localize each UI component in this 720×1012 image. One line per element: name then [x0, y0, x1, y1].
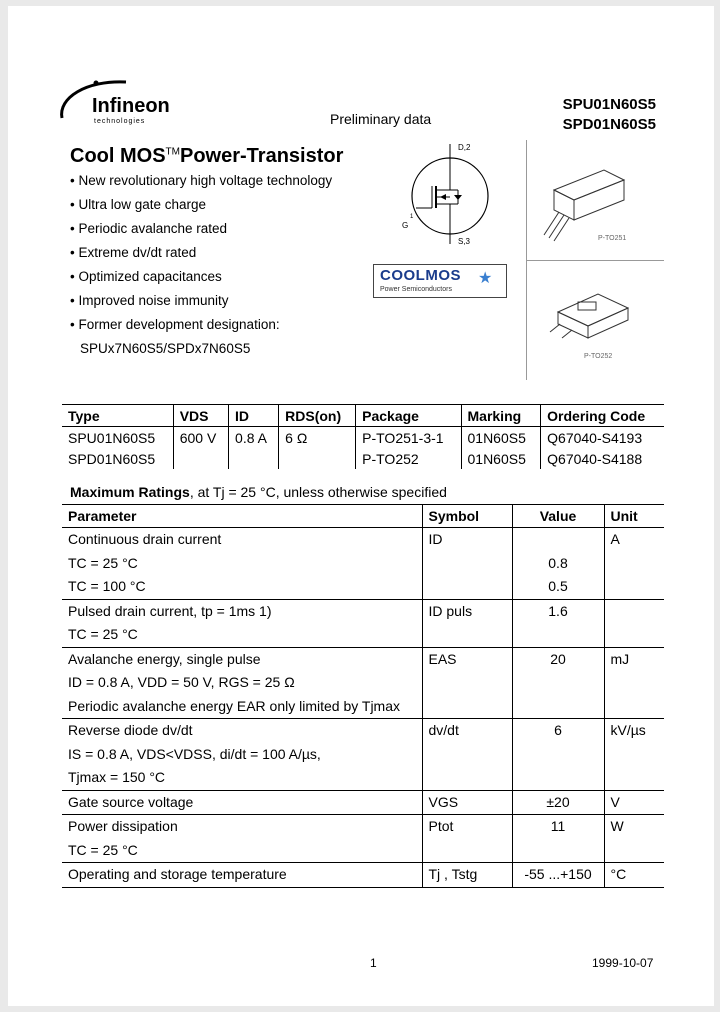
parameter-cell-line: Operating and storage temperature	[68, 866, 287, 882]
svg-text:P-TO252: P-TO252	[584, 353, 613, 360]
parameter-cell-line: Periodic avalanche energy EAR only limited by Tjmax	[68, 697, 401, 714]
gate-label: G	[402, 221, 409, 230]
unit-cell-line	[611, 600, 659, 624]
parameter-cell	[62, 647, 422, 719]
parameter-cell-line: TC = 100 °C	[68, 578, 146, 594]
value-cell-line: 6	[554, 722, 562, 738]
value-cell	[512, 815, 604, 863]
feature-list	[70, 169, 332, 361]
symbol-cell	[422, 599, 512, 647]
parameter-cell-line: Power dissipation	[68, 818, 178, 834]
value-cell	[512, 790, 604, 815]
parameter-cell	[62, 815, 422, 863]
symbol-cell	[422, 647, 512, 719]
page-number: 1	[370, 956, 377, 970]
value-cell	[512, 599, 604, 647]
page-title: Cool MOS™Power-Transistor	[70, 145, 344, 167]
col-vds: VDS	[173, 405, 228, 427]
col-type: Type	[62, 405, 173, 427]
symbol-cell-line: ID puls	[428, 602, 473, 619]
table-row	[62, 599, 664, 647]
parameter-cell	[62, 528, 422, 600]
col-unit: Unit	[604, 505, 664, 528]
table-row	[62, 790, 664, 815]
table-row: SPD01N60S5 P-TO252 01N60S5 Q67040-S4188	[62, 448, 664, 469]
value-cell-line: 1.6	[548, 602, 568, 619]
unit-cell-line: V	[610, 793, 620, 810]
logo-text: Infineon	[92, 95, 170, 117]
unit-cell-line: kV/µs	[610, 722, 646, 738]
unit-cell	[604, 863, 664, 888]
drain-label: D,2	[458, 143, 471, 152]
unit-cell	[604, 599, 664, 647]
unit-cell-line: mJ	[610, 650, 630, 667]
symbol-cell-line: dv/dt	[428, 722, 459, 738]
list-item: • Optimized capacitances	[70, 269, 222, 284]
parameter-cell	[62, 599, 422, 647]
table-row	[62, 719, 664, 791]
symbol-cell	[422, 790, 512, 815]
value-cell-line: 0.5	[548, 578, 568, 594]
preliminary-label: Preliminary data	[330, 111, 432, 127]
parameter-cell-line: TC = 25 °C	[68, 841, 138, 858]
parameter-cell-line: TC = 25 °C	[68, 626, 138, 642]
parameter-cell-line: ID = 0.8 A, VDD = 50 V, RGS = 25 Ω	[68, 674, 295, 690]
value-cell-line	[519, 839, 598, 863]
value-cell	[512, 528, 604, 600]
unit-cell	[604, 790, 664, 815]
unit-cell	[604, 815, 664, 863]
symbol-cell-line: VGS	[428, 793, 459, 810]
value-cell-line: 11	[550, 818, 566, 834]
unit-cell	[604, 719, 664, 791]
value-cell-line	[519, 671, 598, 695]
col-symbol: Symbol	[422, 505, 512, 528]
symbol-cell-line: ID	[428, 531, 443, 547]
value-cell-line: -55 ...+150	[524, 866, 592, 882]
table-row	[62, 528, 664, 600]
col-id: ID	[229, 405, 279, 427]
value-cell-line	[519, 766, 598, 790]
value-cell	[512, 719, 604, 791]
parameter-cell-line: Gate source voltage	[68, 793, 194, 810]
table-row	[62, 863, 664, 888]
document-date: 1999-10-07	[592, 956, 654, 970]
table-row: SPU01N60S5 600 V 0.8 A 6 Ω P-TO251-3-1 01N60S5 Q67040-S4193	[62, 427, 664, 449]
parameter-cell-line: Reverse diode dv/dt	[68, 722, 193, 738]
package-image-to251	[534, 160, 644, 255]
symbol-cell-line: EAS	[428, 650, 457, 667]
value-cell-line: 20	[550, 650, 566, 667]
package-image-to252	[538, 282, 648, 377]
symbol-cell	[422, 528, 512, 600]
symbol-cell-line: Tj , Tstg	[428, 866, 478, 882]
value-cell	[512, 863, 604, 888]
symbol-cell-line: Ptot	[428, 818, 454, 834]
parameter-cell-line: IS = 0.8 A, VDS<VDSS, di/dt = 100 A/µs,	[68, 745, 321, 762]
col-rds: RDS(on)	[279, 405, 356, 427]
col-marking: Marking	[461, 405, 541, 427]
list-item: • Former development designation:	[70, 317, 280, 332]
list-item: • Improved noise immunity	[70, 293, 229, 308]
symbol-cell	[422, 863, 512, 888]
divider	[526, 260, 664, 261]
type-table	[62, 404, 664, 469]
value-cell-line	[519, 695, 598, 719]
part-number-2: SPD01N60S5	[562, 116, 656, 133]
parameter-cell	[62, 719, 422, 791]
value-cell-line	[519, 623, 598, 647]
value-cell-line	[519, 743, 598, 767]
parameter-cell-line: TC = 25 °C	[68, 554, 138, 571]
part-number-1: SPU01N60S5	[562, 96, 656, 113]
parameter-cell	[62, 863, 422, 888]
parameter-cell-line: Tjmax = 150 °C	[68, 769, 166, 785]
parameter-cell-line: Continuous drain current	[68, 531, 222, 547]
coolmos-logo: COOLMOS ★ Power Semiconductors	[373, 264, 507, 298]
unit-cell-line: W	[610, 818, 624, 834]
logo-subtext: technologies	[94, 118, 146, 125]
list-item: • New revolutionary high voltage technology	[70, 173, 333, 188]
parameter-cell-line: Avalanche energy, single pulse	[68, 650, 261, 667]
source-label: S,3	[458, 237, 471, 246]
col-ordering: Ordering Code	[541, 405, 664, 427]
list-item: • Ultra low gate charge	[70, 197, 207, 212]
list-item: • Periodic avalanche rated	[70, 221, 228, 236]
unit-cell	[604, 528, 664, 600]
mosfet-symbol	[396, 140, 516, 257]
value-cell-line	[519, 528, 598, 552]
col-parameter: Parameter	[62, 505, 422, 528]
parameter-cell	[62, 790, 422, 815]
unit-cell	[604, 647, 664, 719]
svg-text:P-TO251: P-TO251	[598, 235, 627, 242]
star-icon: ★	[478, 270, 493, 287]
value-cell	[512, 647, 604, 719]
max-ratings-table	[62, 504, 664, 888]
symbol-cell	[422, 815, 512, 863]
value-cell-line: ±20	[546, 793, 570, 810]
max-ratings-title: Maximum Ratings, at Tj = 25 °C, unless otherwise specified	[70, 484, 447, 500]
unit-cell-line: A	[610, 531, 620, 547]
list-item: SPUx7N60S5/SPDx7N60S5	[80, 341, 251, 356]
unit-cell-line: °C	[610, 866, 627, 882]
infineon-logo	[56, 78, 186, 135]
col-value: Value	[512, 505, 604, 528]
gate-pin-label: 1	[410, 214, 414, 220]
symbol-cell	[422, 719, 512, 791]
parameter-cell-line: Pulsed drain current, tp = 1ms 1)	[68, 602, 272, 619]
list-item: • Extreme dv/dt rated	[70, 245, 197, 260]
table-row	[62, 815, 664, 863]
col-package: Package	[356, 405, 461, 427]
table-row	[62, 647, 664, 719]
value-cell-line: 0.8	[548, 554, 568, 571]
